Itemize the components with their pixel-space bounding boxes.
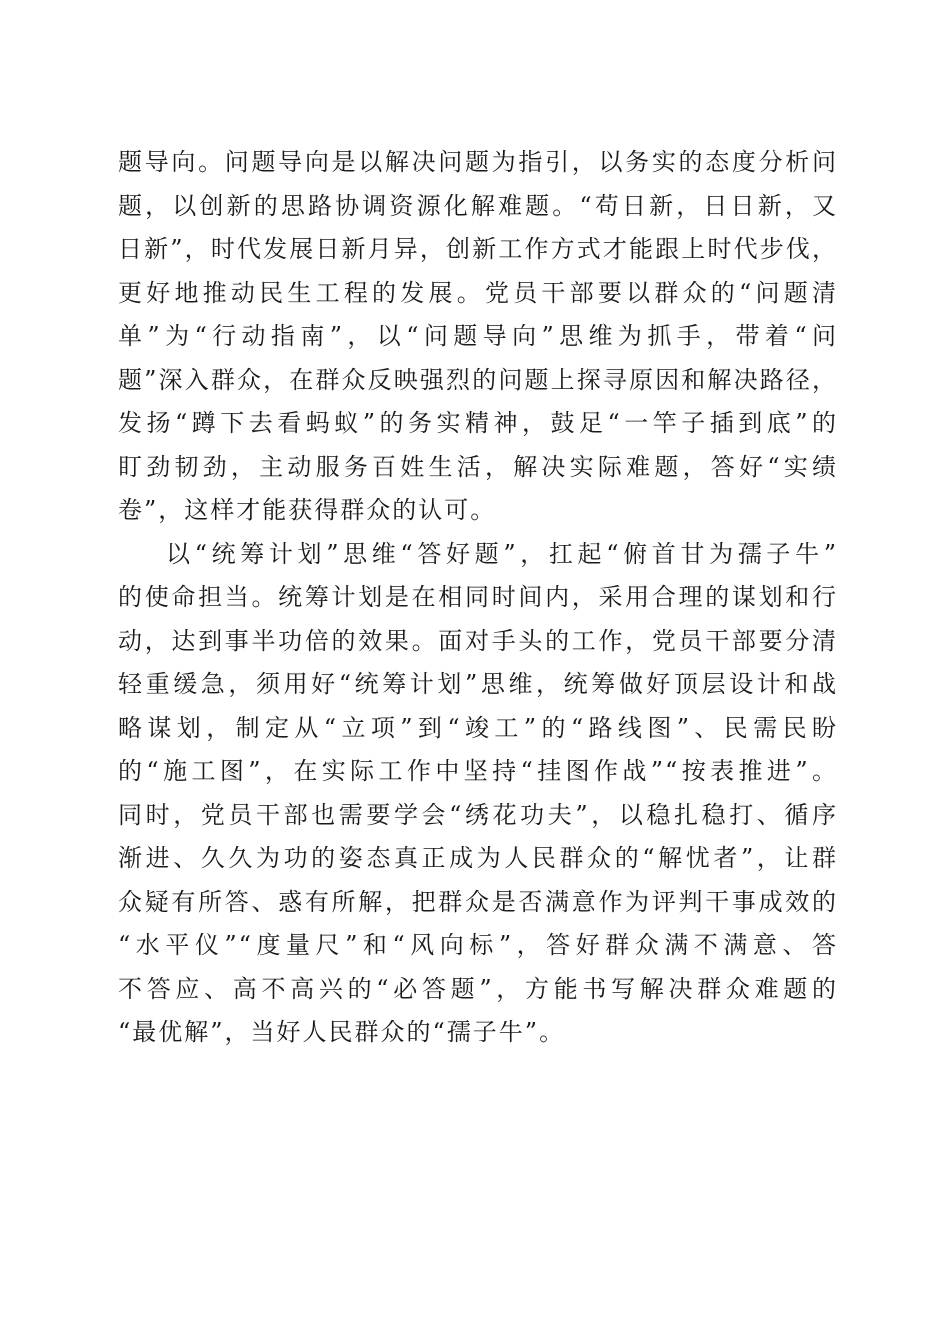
paragraph-line: 渐进、久久为功的姿态真正成为人民群众的“解忧者”，让群 (118, 844, 838, 872)
paragraph-line: 盯劲韧劲，主动服务百姓生活，解决实际难题，答好“实绩 (118, 452, 838, 481)
paragraph-line: 不答应、高不高兴的“必答题”，方能书写解决群众难题的 (118, 974, 838, 1003)
paragraph-line: 卷”，这样才能获得群众的认可。 (118, 496, 497, 524)
paragraph-line: 题，以创新的思路协调资源化解难题。“苟日新，日日新，又 (118, 191, 838, 220)
paragraph-line: 题导向。问题导向是以解决问题为指引，以务实的态度分析问 (118, 148, 838, 176)
paragraph-line: 的使命担当。统筹计划是在相同时间内，采用合理的谋划和行 (118, 583, 838, 611)
paragraph-1 (118, 141, 838, 533)
paragraph-line: 略谋划，制定从“立项”到“竣工”的“路线图”、民需民盼 (118, 713, 838, 742)
paragraph-line: “最优解”，当好人民群众的“孺子牛”。 (118, 1018, 566, 1046)
paragraph-line: 单”为“行动指南”，以“问题导向”思维为抓手，带着“问 (118, 322, 838, 350)
paragraph-line: 题”深入群众，在群众反映强烈的问题上探寻原因和解决路径， (118, 365, 838, 394)
paragraph-line: 更好地推动民生工程的发展。党员干部要以群众的“问题清 (118, 278, 838, 307)
paragraph-line: 同时，党员干部也需要学会“绣花功夫”，以稳扎稳打、循序 (118, 800, 838, 829)
paragraph-line: 的“施工图”，在实际工作中坚持“挂图作战”“按表推进”。 (118, 757, 838, 785)
paragraph-line: “水平仪”“度量尺”和“风向标”，答好群众满不满意、答 (118, 931, 838, 959)
paragraph-line: 日新”，时代发展日新月异，创新工作方式才能跟上时代步伐， (118, 235, 838, 263)
paragraph-line: 发扬“蹲下去看蚂蚁”的务实精神，鼓足“一竿子插到底”的 (118, 409, 838, 437)
paragraph-2 (118, 533, 838, 1055)
paragraph-first-line: 以“统筹计划”思维“答好题”，扛起“俯首甘为孺子牛” (166, 539, 838, 568)
paragraph-line: 众疑有所答、惑有所解，把群众是否满意作为评判干事成效的 (118, 887, 838, 916)
document-body (118, 141, 838, 1055)
paragraph-line: 动，达到事半功倍的效果。面对手头的工作，党员干部要分清 (118, 626, 838, 655)
paragraph-line: 轻重缓急，须用好“统筹计划”思维，统筹做好顶层设计和战 (118, 670, 838, 698)
